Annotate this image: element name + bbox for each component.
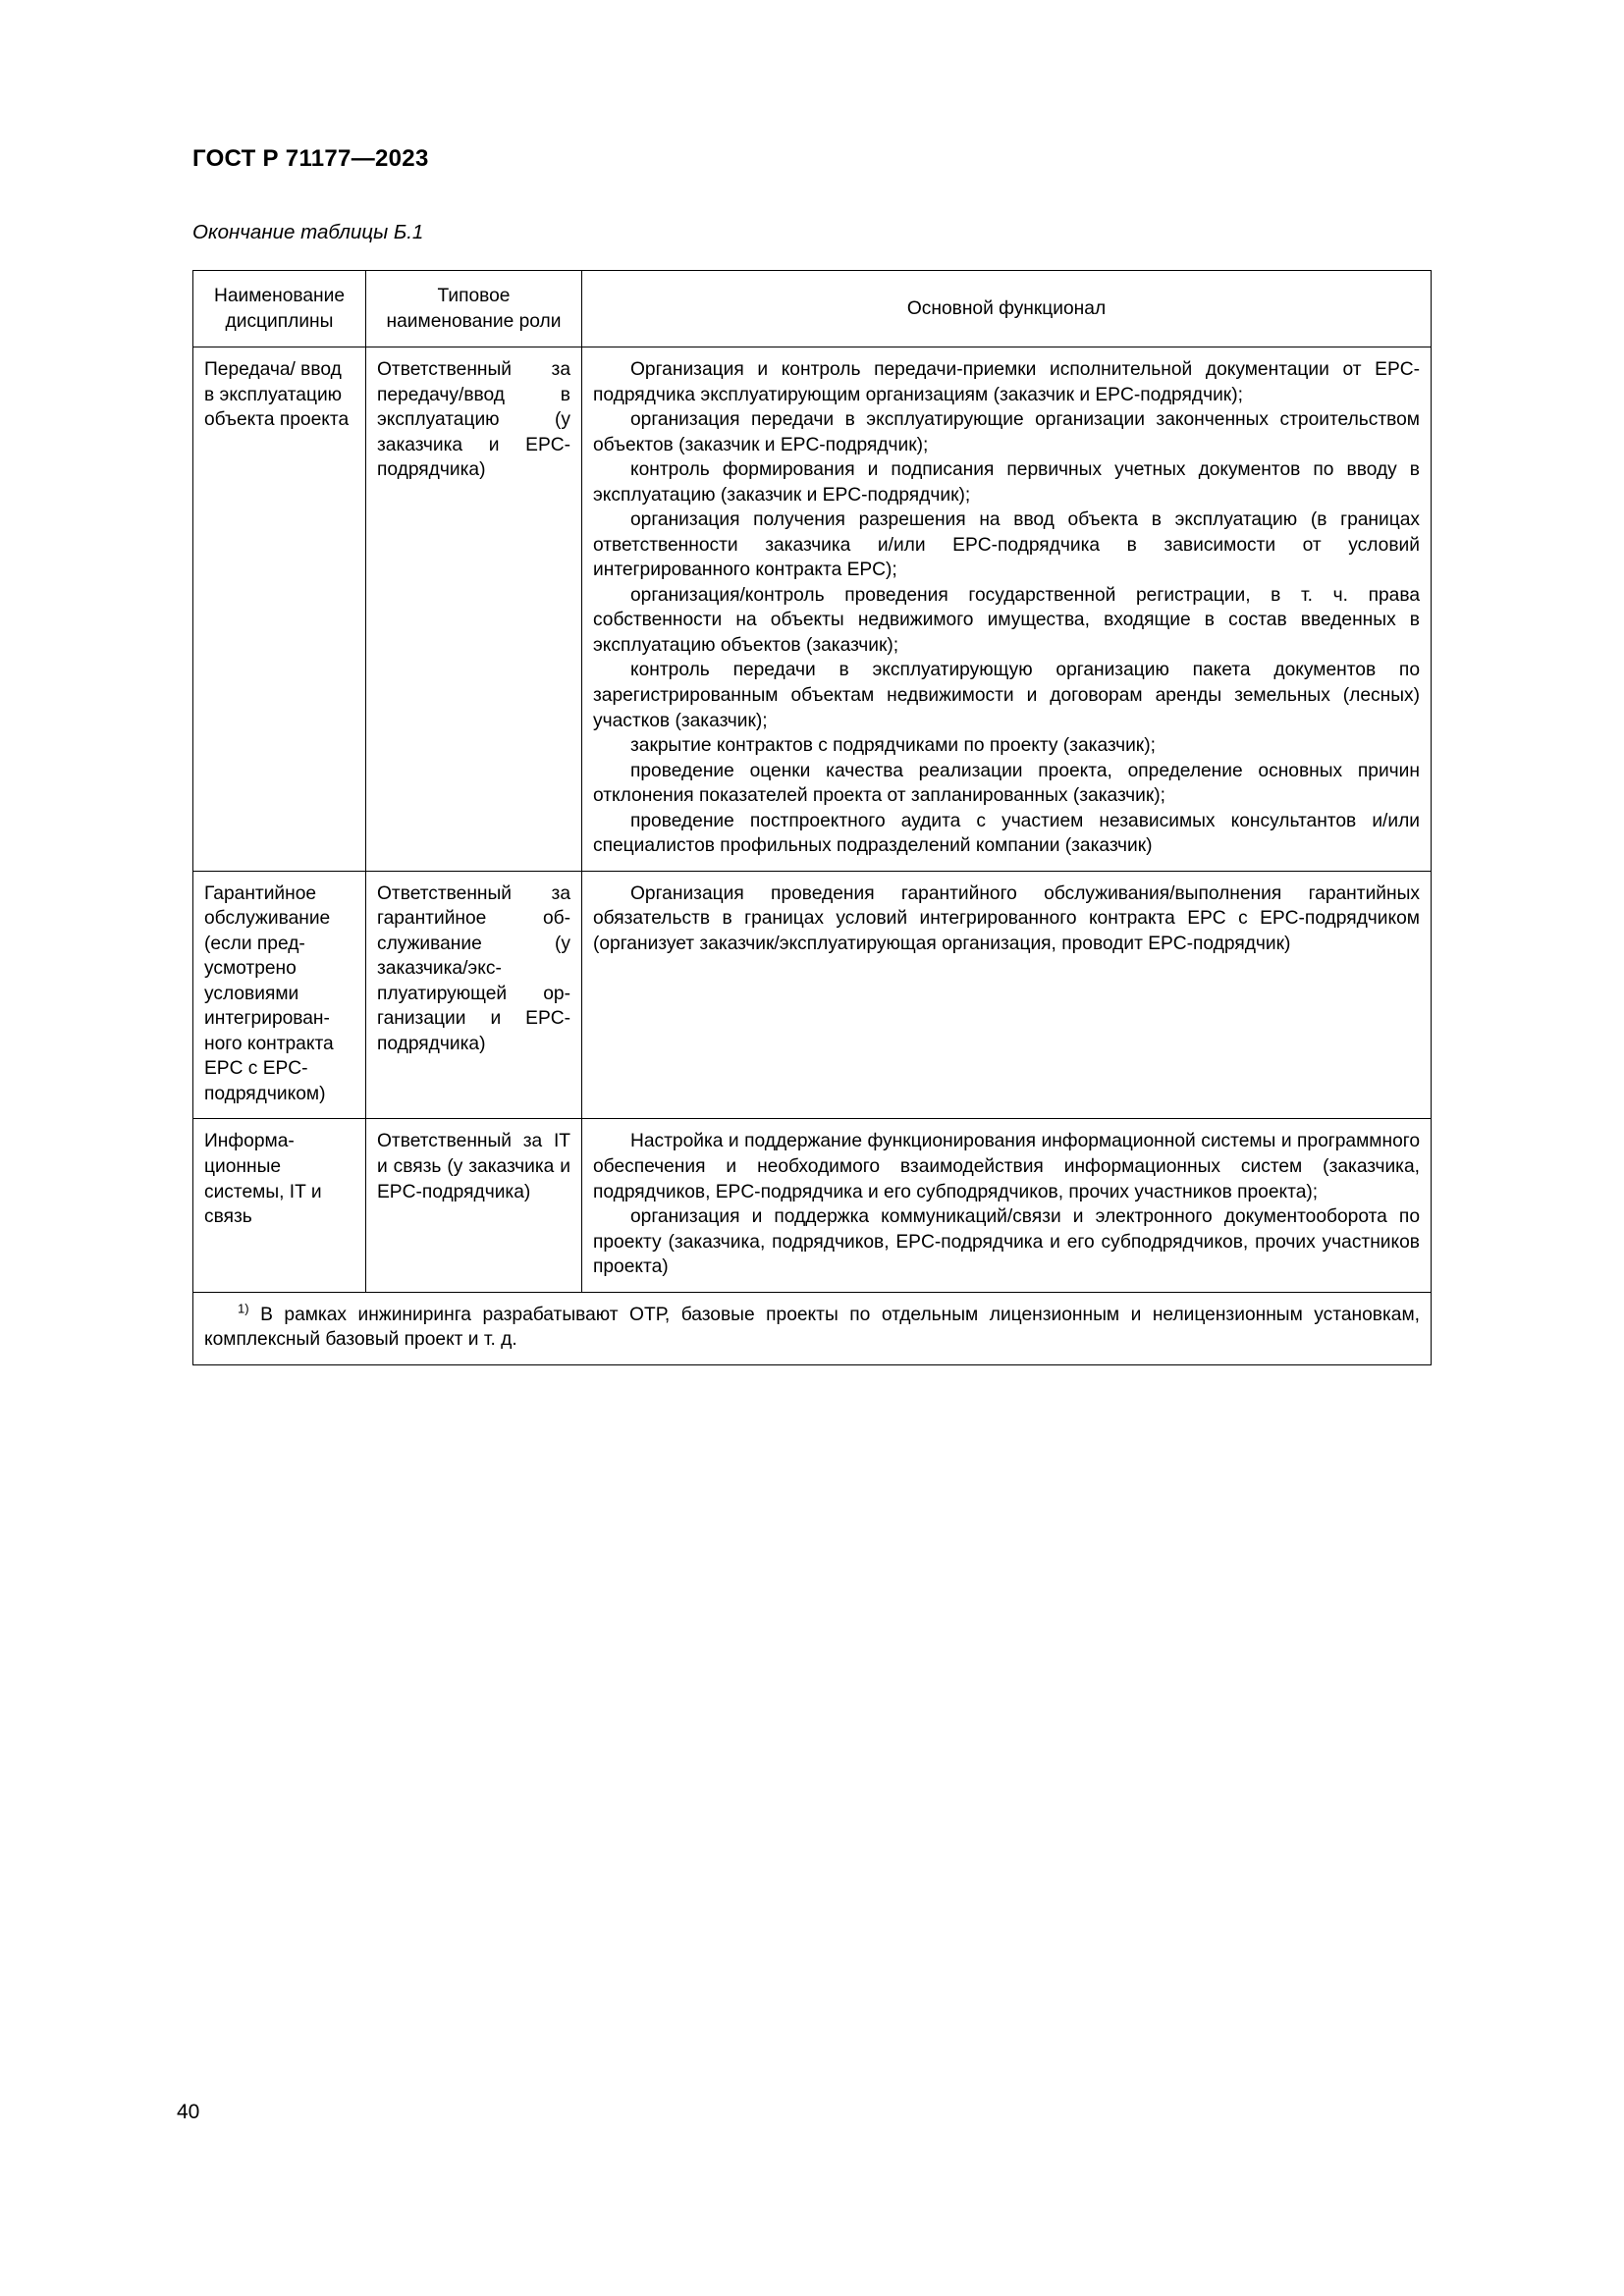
- table-caption: Окончание таблицы Б.1: [192, 221, 424, 243]
- cell-discipline: Гарантийное обслуживание (если предусмотрено условиями интегрированного контракта EPC с EPC-подрядчиком): [193, 871, 366, 1119]
- table-row: [193, 1119, 1432, 1292]
- cell-role: Ответственный за гарантийное обслуживание (у заказчика/эксплуатирующей организации и EPC-подрядчика): [366, 871, 582, 1119]
- cell-functions: [582, 347, 1432, 872]
- function-item: закрытие контрактов с подрядчиками по проекту (заказчик);: [630, 735, 1156, 757]
- standard-header: ГОСТ Р 71177—2023: [192, 145, 429, 172]
- function-item: проведение оценки качества реализации проекта, определение основных причин отклонения показателей проекта от запланированных (заказчик);: [593, 760, 1420, 807]
- function-item: контроль формирования и подписания первичных учетных документов по вводу в эксплуатацию (заказчик и EPC-подрядчик);: [593, 459, 1420, 506]
- function-item: организация/контроль проведения государственной регистрации, в т. ч. права собственности на объекты недвижимого имущества, входящие в состав введенных в эксплуатацию объектов (заказчик);: [593, 584, 1420, 656]
- function-item: организация и поддержка коммуникаций/связи и электронного документооборота по проекту (заказчика, подрядчиков, EPC-подрядчика и его субподрядчиков, прочих участников проекта): [593, 1206, 1420, 1278]
- function-item: контроль передачи в эксплуатирующую организацию пакета документов по зарегистрированным объектам недвижимости и договорам аренды земельных (лесных) участков (заказчик);: [593, 660, 1420, 731]
- cell-discipline: Информационные системы, IT и связь: [193, 1119, 366, 1292]
- cell-role: Ответственный за IT и связь (у заказчика и EPC-подрядчика): [366, 1119, 582, 1292]
- cell-functions: [582, 871, 1432, 1119]
- function-item: Организация и контроль передачи-приемки исполнительной документации от EPC-подрядчика эксплуатирующим организациям (заказчик и EPC-подрядчик);: [593, 359, 1420, 405]
- cell-discipline: Передача/ ввод в эксплуатацию объекта проекта: [193, 347, 366, 872]
- table-footnote-row: [193, 1292, 1432, 1364]
- footnote-text: В рамках инжиниринга разрабатывают ОТР, базовые проекты по отдельным лицензионным и нелицензионным установкам, комплексный базовый проект и т. д.: [204, 1304, 1420, 1351]
- function-item: организация получения разрешения на ввод объекта в эксплуатацию (в границах ответственности заказчика и/или EPC-подрядчика в зависимости от условий интегрированного контракта EPC);: [593, 509, 1420, 581]
- roles-table: [192, 270, 1432, 1365]
- table-header-row: [193, 271, 1432, 347]
- column-header-functions: Основной функционал: [582, 271, 1432, 347]
- page-number: 40: [177, 2101, 200, 2123]
- column-header-role: Типовое наименование роли: [366, 271, 582, 347]
- cell-role: Ответственный за передачу/ввод в эксплуатацию (у заказчика и EPC-подрядчика): [366, 347, 582, 872]
- column-header-discipline: Наименование дисциплины: [193, 271, 366, 347]
- function-item: Организация проведения гарантийного обслуживания/выполнения гарантийных обязательств в границах условий интегрированного контракта EPC с EPC-подрядчиком (организует заказчик/эксплуатирующая организация, проводит EPC-подрядчик): [593, 882, 1420, 954]
- table-row: [193, 871, 1432, 1119]
- table-row: [193, 347, 1432, 872]
- function-item: Настройка и поддержание функционирования информационной системы и программного обеспечения и необходимого взаимодействия информационных систем (заказчика, подрядчиков, EPC-подрядчика и его субподрядчиков, прочих участников проекта);: [593, 1131, 1420, 1202]
- function-item: проведение постпроектного аудита с участием независимых консультантов и/или специалистов профильных подразделений компании (заказчик): [593, 810, 1420, 857]
- cell-footnote: [193, 1292, 1432, 1364]
- function-item: организация передачи в эксплуатирующие организации законченных строительством объектов (заказчик и EPC-подрядчик);: [593, 409, 1420, 455]
- cell-functions: [582, 1119, 1432, 1292]
- footnote-marker: 1): [238, 1301, 249, 1316]
